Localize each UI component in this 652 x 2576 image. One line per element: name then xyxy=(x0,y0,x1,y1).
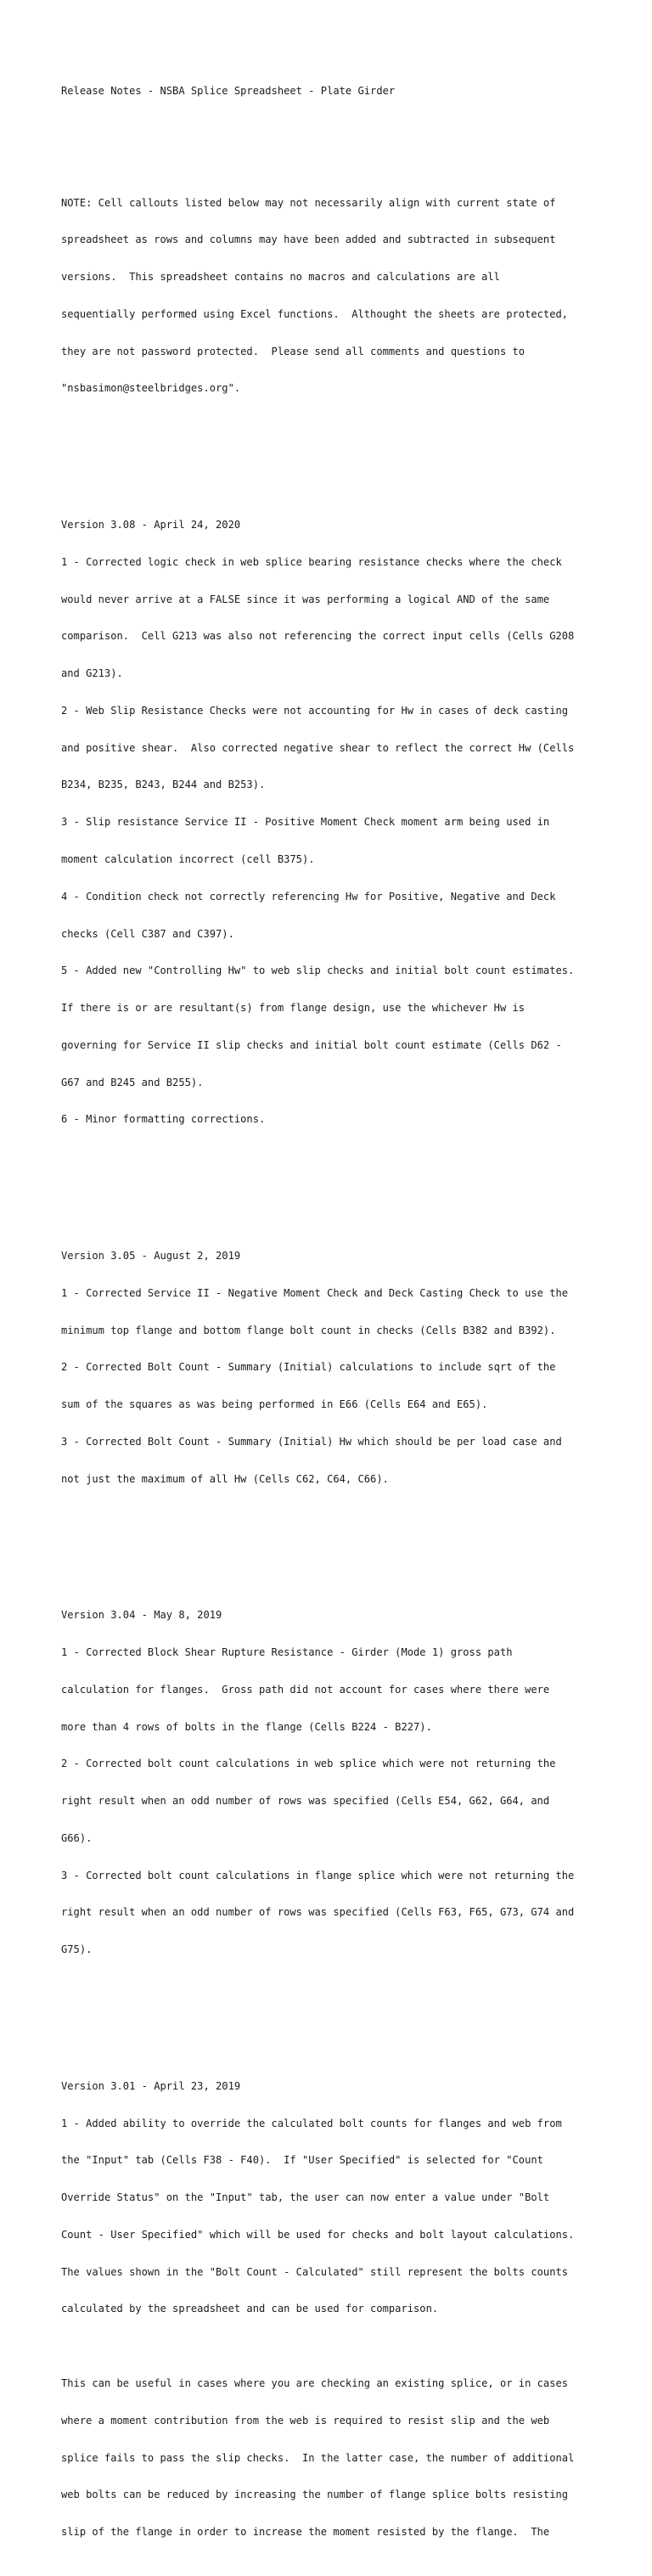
version-line: moment calculation incorrect (cell B375). xyxy=(61,853,315,865)
version-line: Count - User Specified" which will be used for checks and bolt layout calculations. xyxy=(61,2228,575,2241)
version-line: 1 - Corrected Block Shear Rupture Resistance - Girder (Mode 1) gross path xyxy=(61,1646,513,1658)
spacer xyxy=(61,444,604,457)
version-header: Version 3.04 - May 8, 2019 xyxy=(61,1609,222,1622)
note-line: sequentially performed using Excel functions. Althought the sheets are protected, xyxy=(61,307,569,320)
version-line: The values shown in the "Bolt Count - Calculated" still represent the bolts counts xyxy=(61,2265,569,2278)
version-line: not just the maximum of all Hw (Cells C62, C64, C66). xyxy=(61,1472,389,1485)
version-line: 1 - Corrected logic check in web splice bearing resistance checks where the check xyxy=(61,555,562,568)
note-paragraph xyxy=(61,172,604,419)
version-section-3-08 xyxy=(61,494,604,1150)
version-line: 4 - Condition check not correctly referencing Hw for Positive, Negative and Deck xyxy=(61,890,556,903)
version-section-3-05 xyxy=(61,1225,604,1510)
version-line: minimum top flange and bottom flange bolt count in checks (Cells B382 and B392). xyxy=(61,1324,556,1336)
version-section-3-04 xyxy=(61,1584,604,1981)
version-line: where a moment contribution from the web is required to resist slip and the web xyxy=(61,2414,550,2427)
note-line: "nsbasimon@steelbridges.org". xyxy=(61,382,241,395)
version-line: 1 - Added ability to override the calculated bolt counts for flanges and web from xyxy=(61,2117,562,2129)
note-line: spreadsheet as rows and columns may have been added and subtracted in subsequent xyxy=(61,233,556,246)
note-line: NOTE: Cell callouts listed below may not necessarily align with current state of xyxy=(61,196,556,209)
spacer xyxy=(61,1535,604,1548)
version-line: right result when an odd number of rows was specified (Cells F63, F65, G73, G74 and xyxy=(61,1906,575,1919)
version-header: Version 3.01 - April 23, 2019 xyxy=(61,2079,241,2092)
note-line: versions. This spreadsheet contains no macros and calculations are all xyxy=(61,271,500,284)
spacer xyxy=(61,2005,604,2018)
version-line: 3 - Slip resistance Service II - Positive Moment Check moment arm being used in xyxy=(61,816,550,829)
version-line: 2 - Web Slip Resistance Checks were not accounting for Hw in cases of deck casting xyxy=(61,704,569,717)
version-line: checks (Cell C387 and C397). xyxy=(61,927,234,940)
version-line: 2 - Corrected bolt count calculations in web splice which were not returning the xyxy=(61,1758,556,1770)
spacer xyxy=(61,2340,604,2353)
spacer xyxy=(61,1175,604,1188)
document-title: Release Notes - NSBA Splice Spreadsheet - Plate Girder xyxy=(61,85,396,98)
version-line: and positive shear. Also corrected negative shear to reflect the correct Hw (Cells xyxy=(61,741,575,754)
version-line: 5 - Added new "Controlling Hw" to web slip checks and initial bolt count estimates. xyxy=(61,965,575,977)
version-line: 6 - Minor formatting corrections. xyxy=(61,1113,266,1126)
version-line: 3 - Corrected bolt count calculations in flange splice which were not returning the xyxy=(61,1869,575,1881)
version-line: governing for Service II slip checks and initial bolt count estimate (Cells D62 - xyxy=(61,1038,562,1051)
version-line: slip of the flange in order to increase the moment resisted by the flange. The xyxy=(61,2526,550,2539)
version-line: Override Status" on the "Input" tab, the user can now enter a value under "Bolt xyxy=(61,2191,550,2204)
version-line: the "Input" tab (Cells F38 - F40). If "User Specified" is selected for "Count xyxy=(61,2154,543,2167)
version-line: 3 - Corrected Bolt Count - Summary (Initial) Hw which should be per load case and xyxy=(61,1435,562,1448)
version-section-3-01 xyxy=(61,2056,604,2563)
version-line: If there is or are resultant(s) from flange design, use the whichever Hw is xyxy=(61,1002,526,1015)
version-line: comparison. Cell G213 was also not referencing the correct input cells (Cells G208 xyxy=(61,630,575,643)
version-line: B234, B235, B243, B244 and B253). xyxy=(61,779,266,791)
version-header: Version 3.08 - April 24, 2020 xyxy=(61,518,241,531)
version-line: would never arrive at a FALSE since it was performing a logical AND of the same xyxy=(61,593,550,605)
version-line: more than 4 rows of bolts in the flange (Cells B224 - B227). xyxy=(61,1720,432,1733)
version-line: G67 and B245 and B255). xyxy=(61,1076,204,1088)
version-line: calculation for flanges. Gross path did not account for cases where there were xyxy=(61,1683,550,1696)
version-line: G66). xyxy=(61,1831,93,1844)
version-line: and G213). xyxy=(61,667,123,680)
version-line: 1 - Corrected Service II - Negative Moment Check and Deck Casting Check to use the xyxy=(61,1286,569,1299)
spacer xyxy=(61,122,604,135)
release-notes-document xyxy=(61,60,604,2576)
version-line: right result when an odd number of rows was specified (Cells E54, G62, G64, and xyxy=(61,1795,550,1808)
version-line: splice fails to pass the slip checks. In the latter case, the number of additional xyxy=(61,2451,575,2464)
version-header: Version 3.05 - August 2, 2019 xyxy=(61,1250,241,1262)
version-line: calculated by the spreadsheet and can be used for comparison. xyxy=(61,2303,439,2315)
version-line: sum of the squares as was being performed in E66 (Cells E64 and E65). xyxy=(61,1398,488,1411)
version-line: G75). xyxy=(61,1943,93,1956)
version-line: 2 - Corrected Bolt Count - Summary (Initial) calculations to include sqrt of the xyxy=(61,1361,556,1374)
version-line: This can be useful in cases where you are checking an existing splice, or in cases xyxy=(61,2377,569,2390)
version-line: web bolts can be reduced by increasing the number of flange splice bolts resisting xyxy=(61,2489,569,2501)
note-line: they are not password protected. Please send all comments and questions to xyxy=(61,345,526,357)
